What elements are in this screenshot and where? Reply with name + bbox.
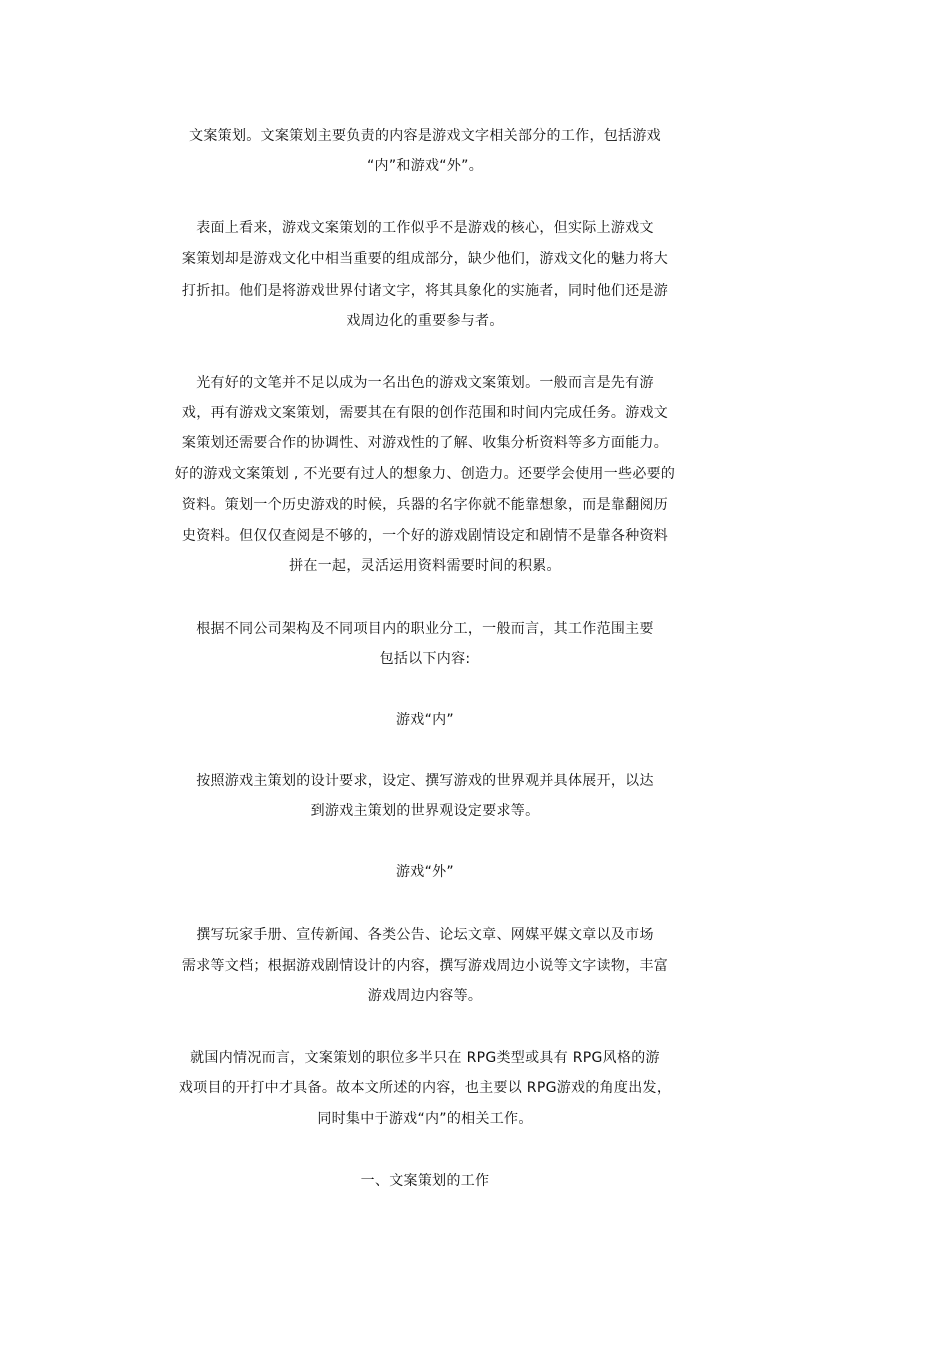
text-line: 按照游戏主策划的设计要求，设定、撰写游戏的世界观并具体展开，以达: [196, 773, 654, 789]
text-line: 史资料。但仅仅查阅是不够的，一个好的游戏剧情设定和剧情不是靠各种资料: [181, 528, 669, 544]
text-line: 资料。策划一个历史游戏的时候，兵器的名字你就不能靠想象，而是靠翻阅历: [181, 497, 669, 513]
text-line: 好的游戏文案策划 , 不光要有过人的想象力、创造力。还要学会使用一些必要的: [174, 466, 676, 482]
text-line: 打折扣。他们是将游戏世界付诸文字，将其具象化的实施者，同时他们还是游: [181, 283, 669, 299]
section-heading: 游戏“内”: [395, 712, 454, 728]
text-line: “内”和游戏“外”。: [366, 158, 483, 174]
text-line: 戏项目的开打中才具备。故本文所述的内容，也主要以 RPG游戏的角度出发，: [178, 1080, 672, 1096]
text-line: 包括以下内容:: [379, 651, 471, 667]
text-line: 表面上看来，游戏文案策划的工作似乎不是游戏的核心，但实际上游戏文: [196, 220, 654, 236]
text-line: 戏周边化的重要参与者。: [346, 313, 504, 329]
text-line: 案策划却是游戏文化中相当重要的组成部分，缺少他们，游戏文化的魅力将大: [181, 251, 669, 267]
text-line: 撰写玩家手册、宣传新闻、各类公告、论坛文章、网媒平媒文章以及市场: [196, 927, 654, 943]
text-line: 拼在一起，灵活运用资料需要时间的积累。: [289, 558, 561, 574]
text-line: 同时集中于游戏“内”的相关工作。: [317, 1111, 533, 1127]
section-heading: 游戏“外”: [395, 864, 454, 880]
section-heading: 一、文案策划的工作: [360, 1173, 490, 1189]
text-line: 光有好的文笔并不足以成为一名出色的游戏文案策划。一般而言是先有游: [196, 375, 654, 391]
text-line: 案策划还需要合作的协调性、对游戏性的了解、收集分析资料等多方面能力。: [181, 435, 669, 451]
text-line: 根据不同公司架构及不同项目内的职业分工，一般而言，其工作范围主要: [196, 621, 654, 637]
text-line: 文案策划。文案策划主要负责的内容是游戏文字相关部分的工作，包括游戏: [189, 128, 661, 144]
text-line: 游戏周边内容等。: [367, 988, 483, 1004]
text-line: 需求等文档；根据游戏剧情设计的内容，撰写游戏周边小说等文字读物，丰富: [181, 958, 669, 974]
text-line: 到游戏主策划的世界观设定要求等。: [310, 803, 540, 819]
text-line: 戏，再有游戏文案策划，需要其在有限的创作范围和时间内完成任务。游戏文: [181, 405, 669, 421]
text-line: 就国内情况而言，文案策划的职位多半只在 RPG类型或具有 RPG风格的游: [190, 1050, 660, 1066]
